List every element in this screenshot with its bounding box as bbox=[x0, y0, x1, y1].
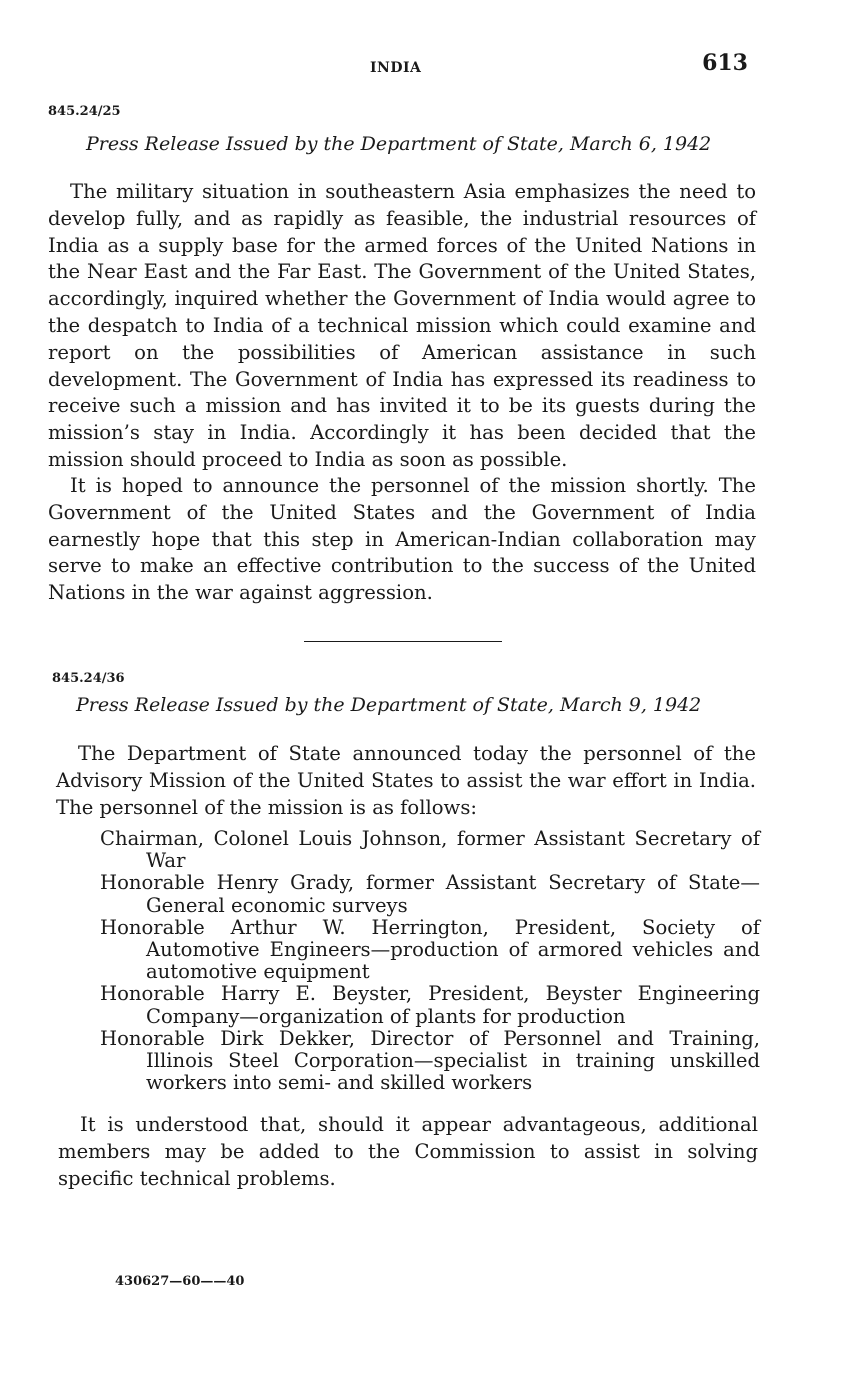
member-item: Honorable Harry E. Beyster, President, Beyster Engineering Company—organization of plants for production bbox=[100, 982, 760, 1028]
section-divider bbox=[304, 641, 502, 642]
body-paragraph-2: It is hoped to announce the personnel of the mission shortly. The Government of the United States and the Government of India earnestly hope that this step in American-Indian collaboration may serve to make an effective contribution to the success of the United Nations in the war against aggression. bbox=[48, 474, 756, 605]
section-heading-2: Press Release Issued by the Department of State, March 9, 1942 bbox=[76, 694, 702, 716]
footer-code: 430627—60——40 bbox=[115, 1274, 245, 1289]
file-number-1: 845.24/25 bbox=[48, 104, 121, 119]
page-number: 613 bbox=[702, 50, 748, 76]
member-item: Honorable Dirk Dekker, Director of Personnel and Training, Illinois Steel Corporation—specialist in training unskilled workers into semi- and skilled workers bbox=[100, 1026, 760, 1095]
body-paragraph-1: The military situation in southeastern Asia emphasizes the need to develop fully, and as rapidly as feasible, the industrial resources of India as a supply base for the armed forces of the United Nations in the Near East and the Far East. The Government of the United States, accordingly, inquired whether the Government of India would agree to the despatch to India of a technical mission which could examine and report on the possibilities of American assistance in such development. The Government of India has expressed its readiness to receive such a mission and has invited it to be its guests during the mission’s stay in India. Accordingly it has been decided that the mission should proceed to India as soon as possible. bbox=[48, 180, 756, 471]
member-item: Chairman, Colonel Louis Johnson, former Assistant Secretary of War bbox=[100, 827, 760, 873]
file-number-2: 845.24/36 bbox=[52, 671, 125, 686]
running-title: INDIA bbox=[370, 60, 422, 76]
member-list bbox=[100, 828, 760, 1094]
section-heading-1: Press Release Issued by the Department of State, March 6, 1942 bbox=[86, 133, 712, 155]
intro-paragraph: The Department of State announced today the personnel of the Advisory Mission of the United States to assist the war effort in India. The personnel of the mission is as follows: bbox=[56, 742, 756, 819]
member-item: Honorable Arthur W. Herrington, President, Society of Automotive Engineers—production of armored vehicles and automotive equipment bbox=[100, 915, 760, 984]
closing-paragraph: It is understood that, should it appear advantageous, additional members may be added to the Commission to assist in solving specific technical problems. bbox=[58, 1113, 758, 1190]
member-item: Honorable Henry Grady, former Assistant Secretary of State—General economic surveys bbox=[100, 871, 760, 917]
running-head bbox=[48, 50, 748, 82]
